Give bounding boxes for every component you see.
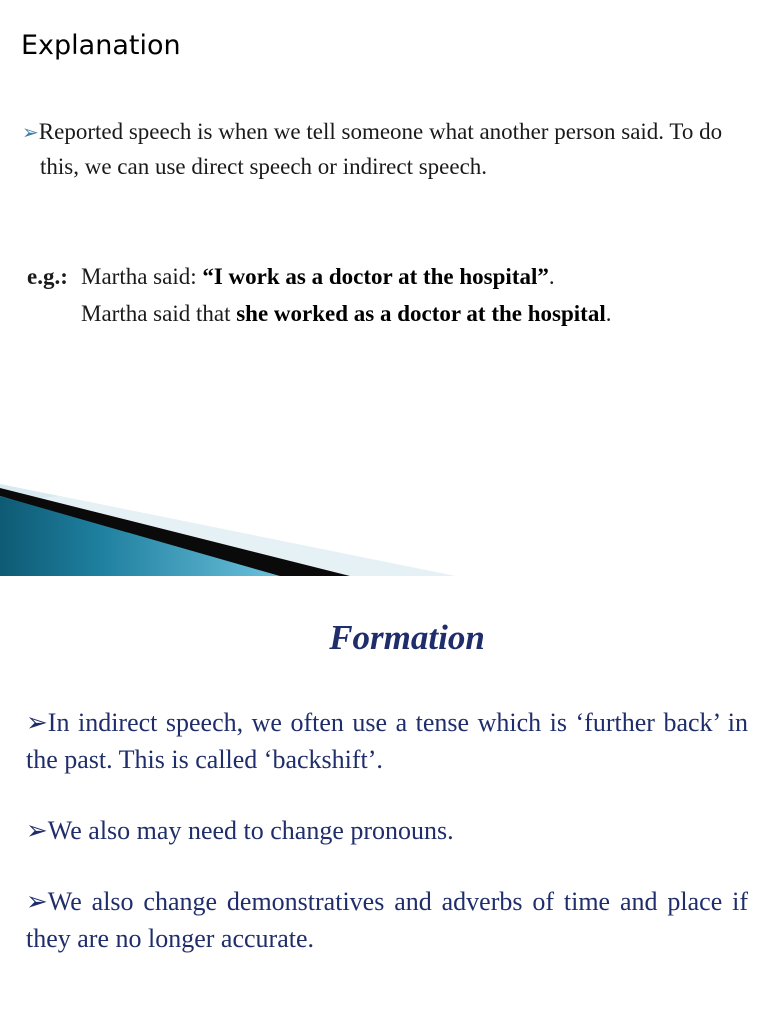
formation-heading: Formation: [329, 618, 485, 657]
arrow-bullet-icon: ➢: [26, 887, 48, 916]
indirect-clause: she worked as a doctor at the hospital: [236, 301, 606, 326]
formation-point: ➢We also change demonstratives and adverbs of time and place if they are no longer accurate.: [26, 887, 748, 953]
definition-text: Reported speech is when we tell someone what another person said. To do this, we can use direct speech or indirect speech.: [38, 119, 723, 179]
direct-quote: “I work as a doctor at the hospital”: [202, 264, 549, 289]
direct-prefix: Martha said:: [81, 264, 203, 289]
slide-title: Explanation: [21, 30, 181, 61]
decorative-swoosh: [0, 476, 768, 576]
example-indirect-speech: [27, 295, 747, 332]
arrow-bullet-icon: ➢: [26, 708, 48, 737]
example-block: [27, 258, 747, 332]
direct-suffix: .: [548, 264, 555, 289]
slide-formation: [0, 576, 768, 1024]
arrow-bullet-icon: ➢: [26, 816, 48, 845]
arrow-bullet-icon: ➢: [22, 122, 39, 144]
example-label: e.g.:: [27, 264, 68, 289]
formation-point: ➢We also may need to change pronouns.: [26, 816, 454, 845]
indirect-prefix: Martha said that: [81, 301, 237, 326]
definition-paragraph: [22, 115, 750, 183]
indirect-suffix: .: [605, 301, 612, 326]
formation-point: ➢In indirect speech, we often use a tense which is ‘further back’ in the past. This is called ‘backshift’.: [26, 708, 748, 774]
formation-points: [26, 704, 748, 991]
example-direct-speech: [27, 258, 747, 295]
